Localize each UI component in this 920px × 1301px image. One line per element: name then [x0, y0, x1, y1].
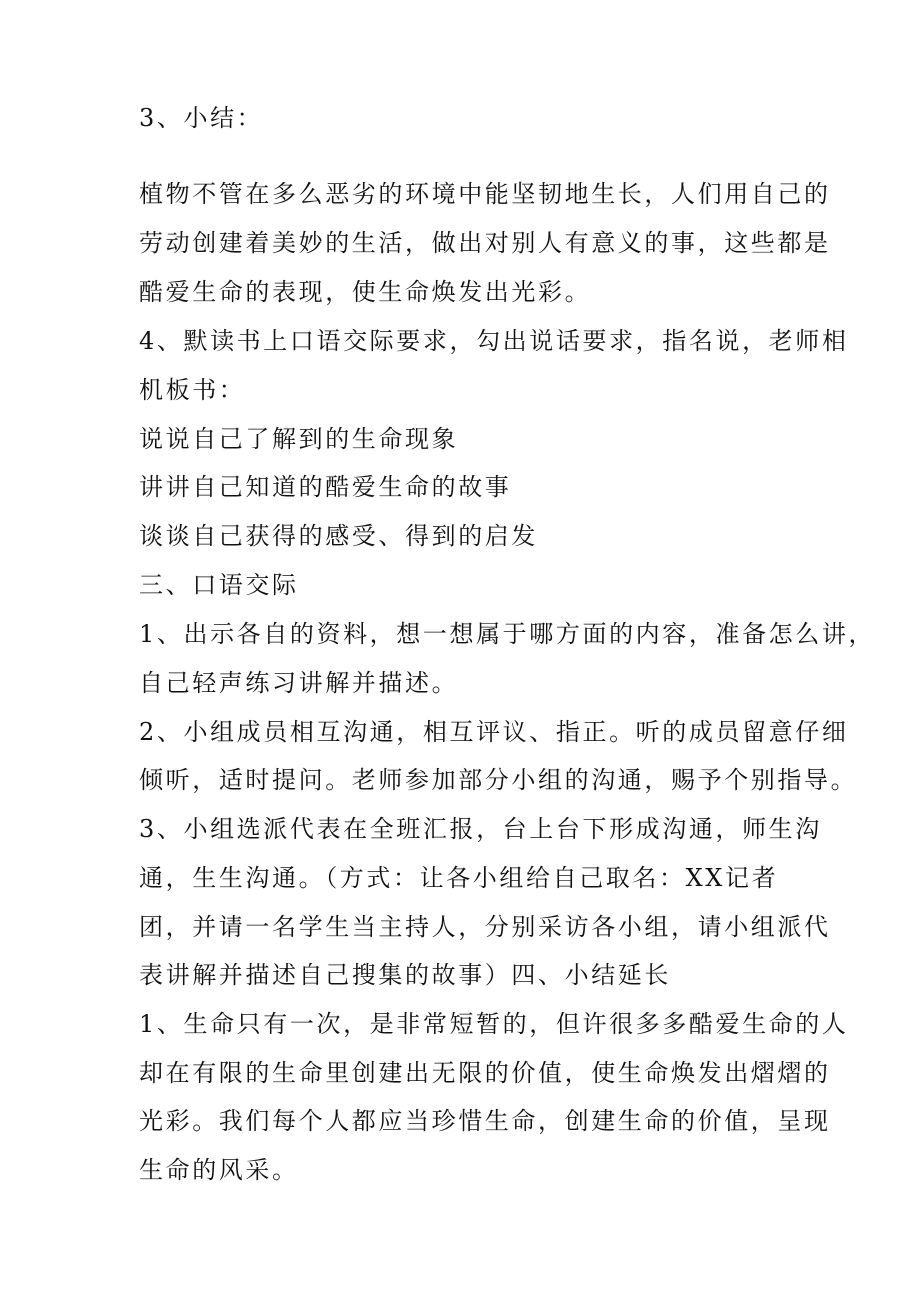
section-summary-heading: 3、小结： — [139, 104, 264, 132]
board-item-2: 讲讲自己知道的酷爱生命的故事 — [139, 473, 512, 501]
oral-step-3-line-3: 团，并请一名学生当主持人，分别采访各小组，请小组派代 — [139, 913, 831, 941]
oral-step-3-line-1: 3、小组选派代表在全班汇报，台上台下形成沟通，师生沟 — [139, 815, 822, 843]
paragraph-line-3: 酷爱生命的表现，使生命焕发出光彩。 — [139, 278, 592, 306]
oral-step-2-line-1: 2、小组成员相互沟通，相互评议、指正。听的成员留意仔细 — [139, 718, 849, 746]
conclusion-line-2: 却在有限的生命里创建出无限的价值，使生命焕发出熠熠的 — [139, 1059, 831, 1087]
conclusion-line-3: 光彩。我们每个人都应当珍惜生命，创建生命的价值，呈现 — [139, 1107, 831, 1135]
oral-step-1-line-1: 1、出示各自的资料，想一想属于哪方面的内容，准备怎么讲， — [139, 620, 876, 648]
paragraph-line-2: 劳动创建着美妙的生活，做出对别人有意义的事，这些都是 — [139, 229, 831, 257]
step-4-line-2: 机板书： — [139, 376, 246, 404]
section-oral-communication-heading: 三、口语交际 — [139, 571, 299, 599]
paragraph-line-1: 植物不管在多么恶劣的环境中能坚韧地生长，人们用自己的 — [139, 180, 831, 208]
board-item-1: 说说自己了解到的生命现象 — [139, 425, 459, 453]
step-4-line-1: 4、默读书上口语交际要求，勾出说话要求，指名说，老师相 — [139, 327, 849, 355]
conclusion-line-1: 1、生命只有一次，是非常短暂的，但许很多多酷爱生命的人 — [139, 1010, 849, 1038]
board-item-3: 谈谈自己获得的感受、得到的启发 — [139, 522, 538, 550]
oral-step-3-line-2: 通，生生沟通。（方式：让各小组给自己取名：XX记者 — [139, 864, 779, 892]
conclusion-line-4: 生命的风采。 — [139, 1156, 299, 1184]
oral-step-3-line-4: 表讲解并描述自己搜集的故事）四、小结延长 — [139, 961, 671, 989]
oral-step-1-line-2: 自己轻声练习讲解并描述。 — [139, 669, 459, 697]
oral-step-2-line-2: 倾听，适时提问。老师参加部分小组的沟通，赐予个别指导。 — [139, 766, 858, 794]
